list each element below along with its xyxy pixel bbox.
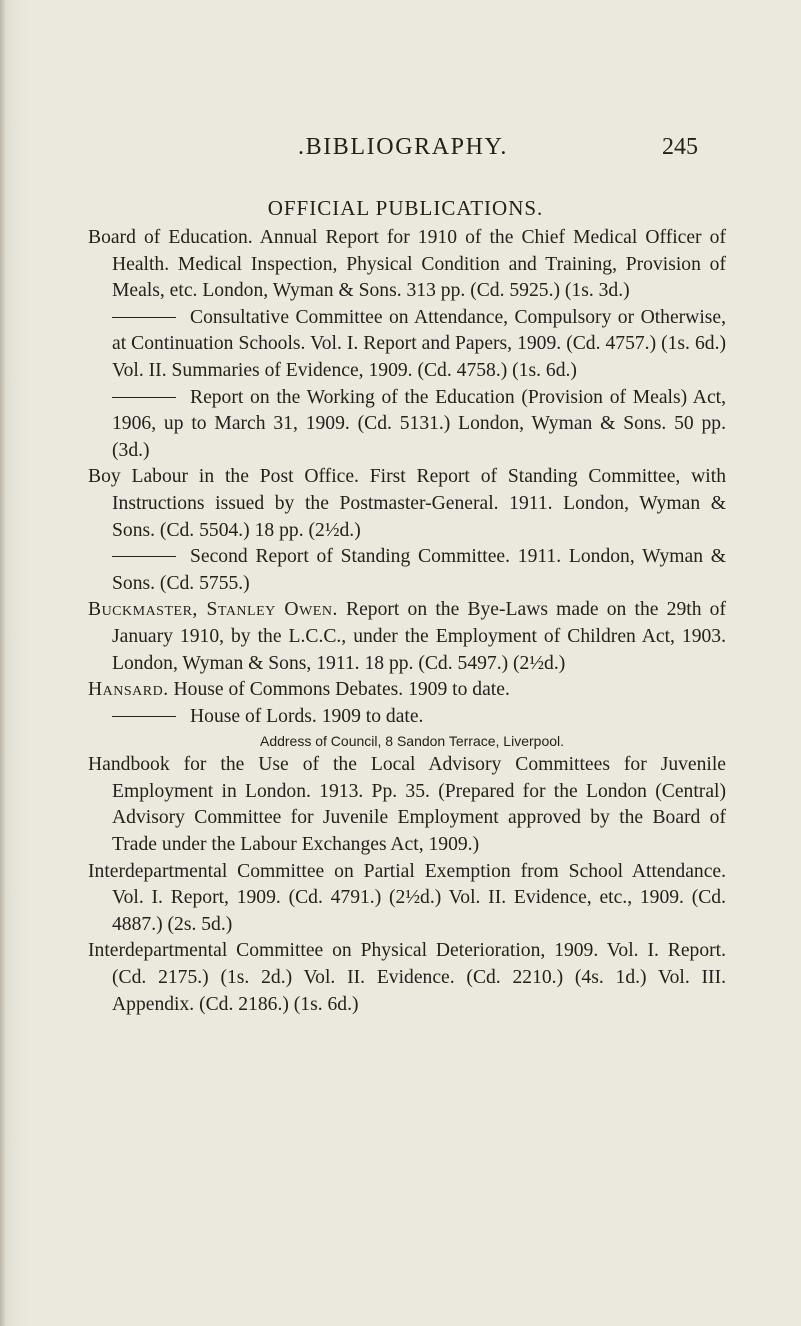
- entry-text: Report on the Working of the Education (Provision of Meals) Act, 1906, up to March 31, 1909. (Cd. 5131.) London, Wyman & Sons. 50 pp. (3d.): [112, 386, 726, 461]
- bibliography-entry: [88, 464, 726, 544]
- section-title: OFFICIAL PUBLICATIONS.: [267, 196, 544, 220]
- bibliography-entry: [88, 225, 726, 305]
- bibliography-list: [88, 225, 726, 1018]
- entry-author: Hansard.: [88, 679, 169, 701]
- bibliography-entry: [88, 938, 726, 1018]
- bibliography-entry: [88, 704, 726, 731]
- ditto-dash: [112, 556, 176, 557]
- entry-author: Buckmaster, Stanley Owen.: [88, 599, 338, 621]
- ditto-dash: [112, 317, 176, 318]
- bibliography-entry: [88, 305, 726, 385]
- running-title: .BIBLIOGRAPHY.: [298, 134, 508, 160]
- entry-text: Board of Education. Annual Report for 1910 of the Chief Medical Officer of Health. Medical Inspection, Physical Condition and Training, Provision of Meals, etc. London, Wyman & Sons. 313 pp. (Cd. 5925.) (1s. 3d.): [88, 227, 726, 302]
- entry-text: Second Report of Standing Committee. 1911. London, Wyman & Sons. (Cd. 5755.): [112, 546, 726, 594]
- entry-text: Consultative Committee on Attendance, Compulsory or Otherwise, at Continuation Schools. Vol. I. Report and Papers, 1909. (Cd. 4757.) (1s. 6d.) Vol. II. Summaries of Evidence, 1909. (Cd. 4758.) (1s. 6d.): [112, 306, 726, 381]
- entry-text: House of Lords. 1909 to date.: [190, 705, 424, 727]
- bibliography-entry: [88, 597, 726, 677]
- running-head: [0, 134, 801, 174]
- bibliography-entry: [88, 677, 726, 704]
- ditto-dash: [112, 716, 176, 717]
- page-number: 245: [662, 134, 698, 160]
- bibliography-entry: [88, 385, 726, 465]
- bibliography-entry: [88, 752, 726, 858]
- ditto-dash: [112, 397, 176, 398]
- entry-text: House of Commons Debates. 1909 to date.: [173, 679, 510, 701]
- entry-text: Boy Labour in the Post Office. First Report of Standing Committee, with Instructions issued by the Postmaster-General. 1911. London, Wyman & Sons. (Cd. 5504.) 18 pp. (2½d.): [88, 466, 726, 541]
- bibliography-entry: [88, 859, 726, 939]
- bibliography-entry: [88, 544, 726, 597]
- entry-text: Interdepartmental Committee on Physical Deterioration, 1909. Vol. I. Report. (Cd. 2175.) (1s. 2d.) Vol. II. Evidence. (Cd. 2210.) (4s. 1d.) Vol. III. Appendix. (Cd. 2186.) (1s. 6d.): [88, 940, 726, 1015]
- stamped-address: Address of Council, 8 Sandon Terrace, Liverpool.: [259, 733, 565, 750]
- entry-text: Report on the Bye-Laws made on the 29th of January 1910, by the L.C.C., under the Employment of Children Act, 1903. London, Wyman & Sons, 1911. 18 pp. (Cd. 5497.) (2½d.): [112, 599, 726, 674]
- entry-text: Handbook for the Use of the Local Advisory Committees for Juvenile Employment in London. 1913. Pp. 35. (Prepared for the London (Central) Advisory Committee for Juvenile Employment approved by the Board of Trade under the Labour Exchanges Act, 1909.): [88, 754, 726, 856]
- entry-text: Interdepartmental Committee on Partial Exemption from School Attendance. Vol. I. Report, 1909. (Cd. 4791.) (2½d.) Vol. II. Evidence, etc., 1909. (Cd. 4887.) (2s. 5d.): [88, 860, 726, 935]
